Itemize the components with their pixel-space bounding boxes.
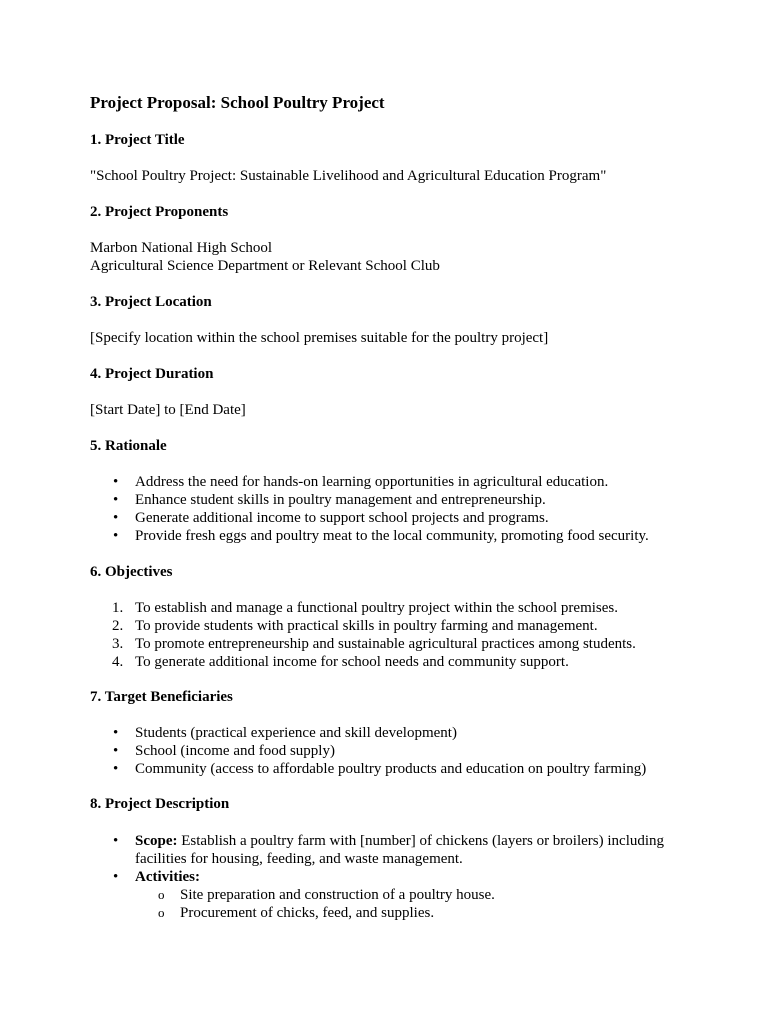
list-item-text: To generate additional income for school needs and community support. bbox=[135, 654, 569, 670]
list-item-scope bbox=[90, 832, 695, 868]
section-heading-rationale: 5. Rationale bbox=[90, 438, 167, 454]
list-number: 4. bbox=[112, 654, 124, 670]
list-item bbox=[90, 599, 636, 617]
section-heading-project-duration: 4. Project Duration bbox=[90, 366, 214, 382]
proponent-school: Marbon National High School bbox=[90, 240, 273, 256]
list-item: • Enhance student skills in poultry management and entrepreneurship. bbox=[90, 491, 649, 509]
beneficiaries-list bbox=[90, 724, 646, 778]
scope-label: Scope: bbox=[135, 833, 178, 849]
section-heading-project-title: 1. Project Title bbox=[90, 132, 185, 148]
section-heading-project-description: 8. Project Description bbox=[90, 796, 230, 812]
list-item: • School (income and food supply) bbox=[90, 742, 646, 760]
section-heading-objectives: 6. Objectives bbox=[90, 564, 173, 580]
list-item-text: To promote entrepreneurship and sustainable agricultural practices among students. bbox=[135, 636, 636, 652]
list-item: • Students (practical experience and skill development) bbox=[90, 724, 646, 742]
list-item: • Address the need for hands-on learning opportunities in agricultural education. bbox=[90, 473, 649, 491]
list-item bbox=[90, 635, 636, 653]
list-number: 2. bbox=[112, 618, 124, 634]
list-number: 1. bbox=[112, 600, 124, 616]
section-heading-target-beneficiaries: 7. Target Beneficiaries bbox=[90, 689, 233, 705]
section-heading-project-location: 3. Project Location bbox=[90, 294, 212, 310]
activities-sublist bbox=[135, 886, 695, 922]
project-duration-text: [Start Date] to [End Date] bbox=[90, 402, 246, 418]
list-item: o Site preparation and construction of a poultry house. bbox=[135, 886, 695, 904]
project-location-text: [Specify location within the school premises suitable for the poultry project] bbox=[90, 330, 549, 346]
activities-label: Activities: bbox=[135, 869, 200, 885]
list-item: • Community (access to affordable poultry products and education on poultry farming) bbox=[90, 760, 646, 778]
rationale-list bbox=[90, 473, 649, 545]
list-item bbox=[90, 653, 636, 671]
list-item: o Procurement of chicks, feed, and supplies. bbox=[135, 904, 695, 922]
list-item: • Provide fresh eggs and poultry meat to the local community, promoting food security. bbox=[90, 527, 649, 545]
description-list bbox=[90, 832, 695, 922]
objectives-list bbox=[90, 599, 636, 671]
list-item: • Generate additional income to support school projects and programs. bbox=[90, 509, 649, 527]
list-number: 3. bbox=[112, 636, 124, 652]
project-title-text: "School Poultry Project: Sustainable Livelihood and Agricultural Education Program" bbox=[90, 168, 607, 184]
document-title: Project Proposal: School Poultry Project bbox=[90, 93, 385, 112]
list-item-text: To establish and manage a functional poultry project within the school premises. bbox=[135, 600, 618, 616]
list-item-activities bbox=[90, 868, 695, 922]
proponent-department: Agricultural Science Department or Relevant School Club bbox=[90, 258, 440, 274]
list-item bbox=[90, 617, 636, 635]
list-item-text: To provide students with practical skills in poultry farming and management. bbox=[135, 618, 598, 634]
scope-text: Establish a poultry farm with [number] of chickens (layers or broilers) including facilities for housing, feeding, and waste management. bbox=[135, 833, 665, 867]
section-heading-project-proponents: 2. Project Proponents bbox=[90, 204, 229, 220]
